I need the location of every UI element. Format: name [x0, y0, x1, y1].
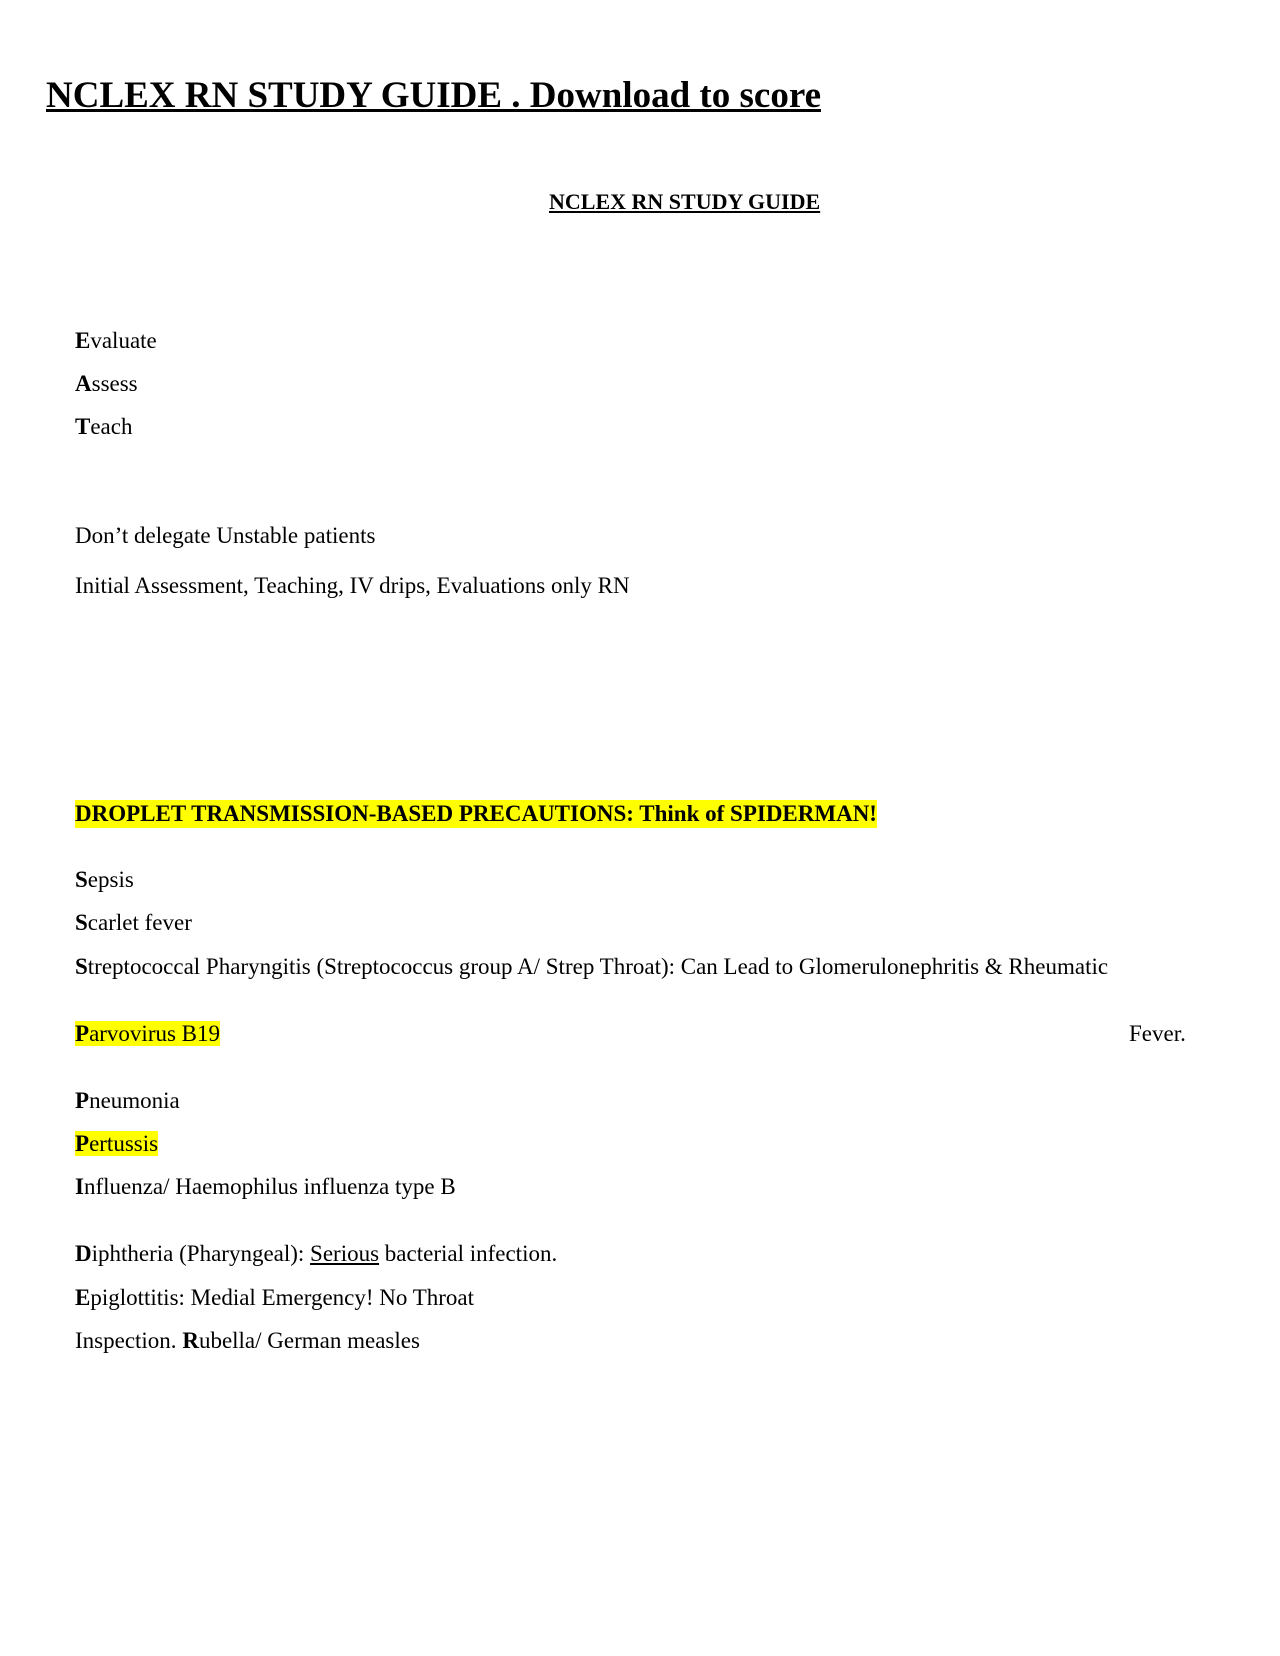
item-initial: D: [75, 1241, 92, 1266]
list-item-sepsis: [75, 866, 134, 894]
item-initial: P: [75, 1131, 90, 1156]
highlighted-text: [75, 1131, 158, 1156]
acronym-line-assess: [75, 370, 138, 398]
document-title: NCLEX RN STUDY GUIDE . Download to score: [46, 75, 821, 116]
item-rest: arvovirus B19: [89, 1021, 221, 1046]
item-rest: treptococcal Pharyngitis (Streptococcus group A/ Strep Throat): Can Lead to Glomerulonephritis & Rheumatic: [87, 954, 1109, 979]
item-rest: nfluenza/ Haemophilus influenza type B: [83, 1174, 456, 1199]
list-item-rubella: [75, 1327, 420, 1355]
delegation-line-1: Don’t delegate Unstable patients: [75, 523, 376, 548]
item-initial: I: [75, 1174, 84, 1199]
acronym-line-teach: [75, 413, 132, 441]
delegation-line-2: Initial Assessment, Teaching, IV drips, Evaluations only RN: [75, 573, 630, 598]
list-item-scarlet-fever: [75, 909, 192, 937]
item-prefix: Inspection.: [75, 1328, 183, 1353]
item-rest: epsis: [87, 867, 134, 892]
fever-continuation: Fever.: [1129, 1021, 1186, 1046]
list-item-diphtheria: [75, 1240, 557, 1268]
item-after: bacterial infection.: [379, 1241, 558, 1266]
item-rest: piglottitis: Medial Emergency! No Throat: [90, 1285, 475, 1310]
document-subtitle: NCLEX RN STUDY GUIDE: [549, 189, 821, 214]
item-rest: neumonia: [89, 1088, 180, 1113]
acronym-initial: A: [75, 371, 92, 396]
list-item-pneumonia: [75, 1087, 180, 1115]
list-item-strep: [75, 953, 1108, 981]
item-initial: P: [75, 1021, 90, 1046]
list-item-parvovirus: [75, 1020, 220, 1048]
list-item-influenza: [75, 1173, 456, 1201]
acronym-initial: E: [75, 328, 91, 353]
item-initial: P: [75, 1088, 90, 1113]
list-item-pertussis: [75, 1130, 158, 1158]
acronym-rest: valuate: [90, 328, 157, 353]
acronym-rest: each: [90, 414, 133, 439]
item-rest: ertussis: [89, 1131, 159, 1156]
list-item-epiglottitis: [75, 1284, 474, 1312]
acronym-initial: T: [75, 414, 91, 439]
item-initial: E: [75, 1285, 91, 1310]
item-rest: carlet fever: [87, 910, 192, 935]
item-initial: R: [182, 1328, 199, 1353]
underlined-word: Serious: [310, 1241, 380, 1266]
item-initial: S: [75, 867, 88, 892]
item-rest: iphtheria (Pharyngeal):: [91, 1241, 311, 1266]
acronym-line-evaluate: [75, 327, 157, 355]
item-initial: S: [75, 954, 88, 979]
acronym-rest: ssess: [91, 371, 138, 396]
droplet-heading: DROPLET TRANSMISSION-BASED PRECAUTIONS: Think of SPIDERMAN!: [75, 801, 877, 826]
highlighted-text: [75, 1021, 220, 1046]
item-initial: S: [75, 910, 88, 935]
item-rest: ubella/ German measles: [198, 1328, 420, 1353]
